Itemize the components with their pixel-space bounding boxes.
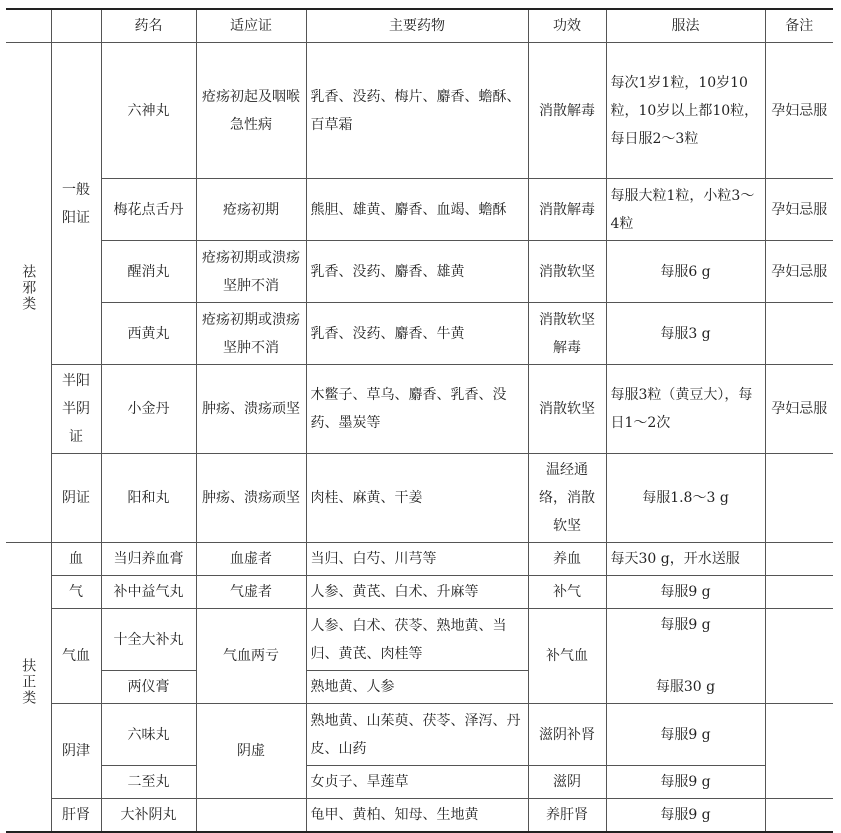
indication — [196, 799, 306, 833]
note — [765, 609, 833, 704]
table-row — [6, 704, 833, 766]
table-row — [6, 576, 833, 609]
drug-name: 阳和丸 — [101, 454, 196, 543]
note — [765, 799, 833, 833]
main-drugs: 女贞子、旱莲草 — [306, 766, 528, 799]
effect: 消散软坚 — [528, 241, 606, 303]
drug-name: 当归养血膏 — [101, 543, 196, 576]
header-usage: 服法 — [606, 9, 765, 43]
note: 孕妇忌服 — [765, 179, 833, 241]
group-label-yang: 一般阳证 — [51, 43, 101, 365]
usage: 每服3 g — [606, 303, 765, 365]
header-indication: 适应证 — [196, 9, 306, 43]
group-label-yinjin: 阴津 — [51, 704, 101, 799]
header-effect: 功效 — [528, 9, 606, 43]
main-drugs: 当归、白芍、川芎等 — [306, 543, 528, 576]
usage: 每服30 g — [606, 671, 765, 704]
indication: 疮疡初期或溃疡坚肿不消 — [196, 303, 306, 365]
main-drugs: 熟地黄、山茱萸、茯苓、泽泻、丹皮、山药 — [306, 704, 528, 766]
group-label-qixue: 气血 — [51, 609, 101, 704]
header-name: 药名 — [101, 9, 196, 43]
effect: 消散软坚 — [528, 365, 606, 454]
usage: 每服9 g — [606, 576, 765, 609]
header-note: 备注 — [765, 9, 833, 43]
indication: 疮疡初期或溃疡坚肿不消 — [196, 241, 306, 303]
usage: 每服3粒（黄豆大），每日1～2次 — [606, 365, 765, 454]
table-row — [6, 766, 833, 799]
usage: 每次1岁1粒，10岁10粒，10岁以上都10粒，每日服2～3粒 — [606, 43, 765, 179]
main-drugs: 熟地黄、人参 — [306, 671, 528, 704]
main-drugs: 乳香、没药、梅片、麝香、蟾酥、百草霜 — [306, 43, 528, 179]
header-row — [6, 9, 833, 43]
effect: 滋阴补肾 — [528, 704, 606, 766]
category-label-quxie: 祛邪类 — [20, 263, 37, 312]
table-row — [6, 43, 833, 179]
usage: 每服大粒1粒，小粒3～4粒 — [606, 179, 765, 241]
indication: 血虚者 — [196, 543, 306, 576]
drug-name: 两仪膏 — [101, 671, 196, 704]
note — [765, 543, 833, 576]
drug-name: 补中益气丸 — [101, 576, 196, 609]
header-blank-2 — [51, 9, 101, 43]
drug-name: 醒消丸 — [101, 241, 196, 303]
header-drugs: 主要药物 — [306, 9, 528, 43]
table-row — [6, 609, 833, 671]
drug-name: 西黄丸 — [101, 303, 196, 365]
note — [765, 704, 833, 799]
table-row — [6, 241, 833, 303]
usage: 每服9 g — [606, 799, 765, 833]
drug-name: 小金丹 — [101, 365, 196, 454]
drug-name: 梅花点舌丹 — [101, 179, 196, 241]
table-row — [6, 303, 833, 365]
indication: 疮疡初起及咽喉急性病 — [196, 43, 306, 179]
table-row — [6, 799, 833, 833]
effect: 消散软坚解毒 — [528, 303, 606, 365]
indication: 气血两亏 — [196, 609, 306, 704]
indication: 气虚者 — [196, 576, 306, 609]
main-drugs: 乳香、没药、麝香、牛黄 — [306, 303, 528, 365]
main-drugs: 木鳖子、草乌、麝香、乳香、没药、墨炭等 — [306, 365, 528, 454]
effect: 消散解毒 — [528, 43, 606, 179]
effect: 滋阴 — [528, 766, 606, 799]
category-label-fuzheng: 扶正类 — [20, 658, 37, 706]
indication: 阴虚 — [196, 704, 306, 799]
table-row — [6, 671, 833, 704]
group-label-xue: 血 — [51, 543, 101, 576]
effect: 补气 — [528, 576, 606, 609]
note: 孕妇忌服 — [765, 241, 833, 303]
table-row — [6, 543, 833, 576]
table-row — [6, 179, 833, 241]
table-row — [6, 365, 833, 454]
usage: 每服1.8～3 g — [606, 454, 765, 543]
indication: 疮疡初期 — [196, 179, 306, 241]
indication: 肿疡、溃疡顽坚 — [196, 454, 306, 543]
main-drugs: 龟甲、黄柏、知母、生地黄 — [306, 799, 528, 833]
effect: 养血 — [528, 543, 606, 576]
group-label-qi: 气 — [51, 576, 101, 609]
usage: 每天30 g，开水送服 — [606, 543, 765, 576]
drug-name: 六味丸 — [101, 704, 196, 766]
main-drugs: 人参、黄芪、白术、升麻等 — [306, 576, 528, 609]
main-drugs: 人参、白术、茯苓、熟地黄、当归、黄芪、肉桂等 — [306, 609, 528, 671]
usage: 每服6 g — [606, 241, 765, 303]
note: 孕妇忌服 — [765, 43, 833, 179]
drug-name: 六神丸 — [101, 43, 196, 179]
drug-name: 大补阴丸 — [101, 799, 196, 833]
usage: 每服9 g — [606, 609, 765, 671]
indication: 肿疡、溃疡顽坚 — [196, 365, 306, 454]
note: 孕妇忌服 — [765, 365, 833, 454]
drug-name: 十全大补丸 — [101, 609, 196, 671]
drug-name: 二至丸 — [101, 766, 196, 799]
note — [765, 454, 833, 543]
group-label-yin: 阴证 — [51, 454, 101, 543]
main-drugs: 肉桂、麻黄、干姜 — [306, 454, 528, 543]
usage: 每服9 g — [606, 766, 765, 799]
effect: 温经通络，消散软坚 — [528, 454, 606, 543]
note — [765, 303, 833, 365]
group-label-banyang: 半阳半阴证 — [51, 365, 101, 454]
group-label-ganshen: 肝肾 — [51, 799, 101, 833]
main-drugs: 熊胆、雄黄、麝香、血竭、蟾酥 — [306, 179, 528, 241]
header-blank-1 — [6, 9, 51, 43]
effect: 消散解毒 — [528, 179, 606, 241]
main-drugs: 乳香、没药、麝香、雄黄 — [306, 241, 528, 303]
effect: 补气血 — [528, 609, 606, 704]
medicine-table — [6, 8, 833, 833]
note — [765, 576, 833, 609]
effect: 养肝肾 — [528, 799, 606, 833]
usage: 每服9 g — [606, 704, 765, 766]
table-row — [6, 454, 833, 543]
